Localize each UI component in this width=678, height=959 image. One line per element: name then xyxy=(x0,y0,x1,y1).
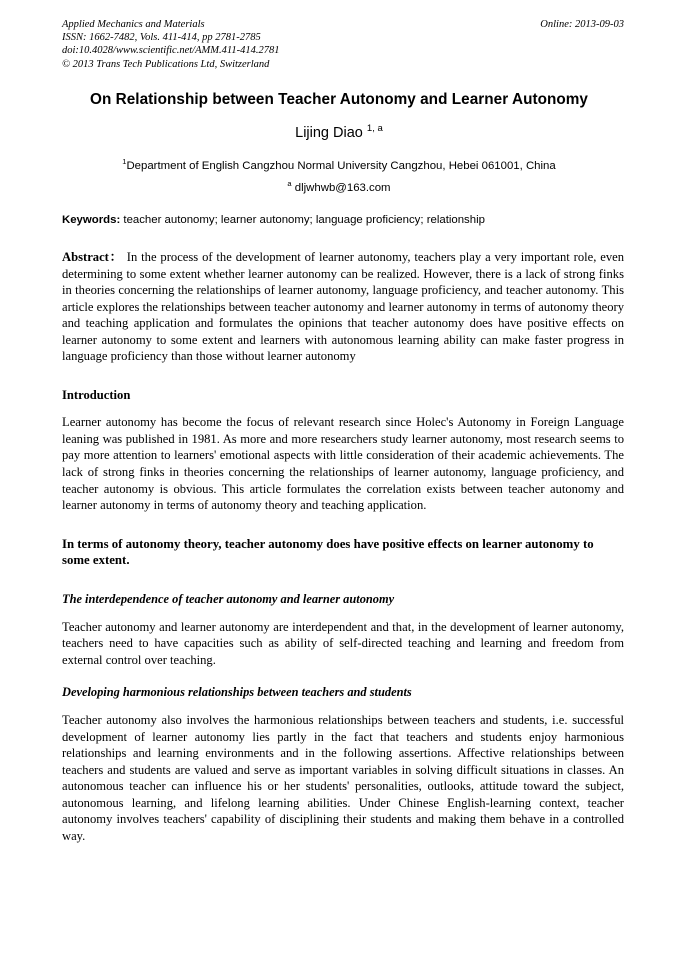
keywords-label: Keywords: xyxy=(62,214,121,226)
spacer xyxy=(62,701,624,712)
author-marker-separator: , xyxy=(372,123,378,135)
paper-body xyxy=(62,249,624,844)
email-line xyxy=(40,181,638,196)
journal-header xyxy=(62,18,624,71)
author-email-marker: a xyxy=(377,123,383,135)
affiliation-line xyxy=(40,159,638,174)
subsection-1-paragraph: Teacher autonomy and learner autonomy are interdependent and that, in the development of learner autonomy, teachers need to have capacities such as ability of self-directed teaching and learning and freedom from external control over teaching. xyxy=(62,619,624,667)
keywords-value: teacher autonomy; learner autonomy; language proficiency; relationship xyxy=(120,214,485,226)
author-name xyxy=(40,124,638,142)
statement-heading: In terms of autonomy theory, teacher autonomy does have positive effects on learner autonomy to some extent. xyxy=(62,536,594,568)
affiliation-text: Department of English Cangzhou Normal University Cangzhou, Hebei 061001, China xyxy=(126,160,556,172)
online-date: Online: 2013-09-03 xyxy=(540,19,624,30)
spacer xyxy=(62,608,624,619)
subsection-heading-harmonious: Developing harmonious relationships between teachers and students xyxy=(62,685,412,700)
spacer xyxy=(62,514,624,536)
spacer xyxy=(62,403,624,414)
copyright-line: © 2013 Trans Tech Publications Ltd, Switzerland xyxy=(62,58,270,70)
issn-line: ISSN: 1662-7482, Vols. 411-414, pp 2781-2785 xyxy=(62,32,261,44)
spacer xyxy=(62,668,624,684)
keywords-line xyxy=(62,213,624,228)
spacer xyxy=(62,569,624,591)
affiliation-marker: 1 xyxy=(122,157,127,167)
journal-header-top-row xyxy=(62,18,624,31)
author-block xyxy=(40,124,638,196)
abstract-text: In the process of the development of learner autonomy, teachers play a very important role, even determining to some extent whether learner autonomy can be realized. However, there is a lack of strong finks in theories concerning the relationships of learner autonomy, language proficiency, and teacher autonomy. This article explores the relationships between teacher autonomy and learner autonomy in terms of autonomy theory and teaching application and formulates the opinions that teacher autonomy does have positive effects on learner autonomy to some extent and learners with autonomous learning ability can make faster progress in language proficiency than those without learner autonomy xyxy=(62,250,624,364)
email-address: dljwhwb@163.com xyxy=(294,182,391,194)
page-title: On Relationship between Teacher Autonomy and Learner Autonomy xyxy=(90,91,588,109)
abstract-label: Abstract： xyxy=(62,250,123,264)
author-name-text: Lijing Diao xyxy=(295,125,363,141)
subsection-heading-interdependence: The interdependence of teacher autonomy and learner autonomy xyxy=(62,592,395,607)
section-heading-introduction: Introduction xyxy=(62,387,131,402)
subsection-2-paragraph: Teacher autonomy also involves the harmonious relationships between teachers and students, i.e. successful development of learner autonomy lies partly in the fact that teachers and students enjoy harmonious relationships and learning environments and in the following assertions. Affective relationships between teachers and students are valued and serve as important variables in solving difficult situations in classes. An autonomous teacher can influence his or her students' personalities, outlooks, attitude toward the subject, autonomous learning, and lifelong learning abilities. Under Chinese English-learning context, teacher autonomy involves teachers' capability of disciplining their students and making them behave in a controlled way. xyxy=(62,712,624,843)
doi-line: doi:10.4028/www.scientific.net/AMM.411-414.2781 xyxy=(62,45,280,57)
email-marker: a xyxy=(287,179,292,189)
introduction-paragraph: Learner autonomy has become the focus of relevant research since Holec's Autonomy in Foreign Language leaning was published in 1981. As more and more researchers study learner autonomy, most research seems to pay more attention to learners' emotional aspects with little consideration of their academic achievements. The lack of strong finks in theories concerning the relationships of learner autonomy, language proficiency, and teacher autonomy is obvious. This article formulates the correlation exists between teacher autonomy and learner autonomy in terms of autonomy theory and teaching application. xyxy=(62,415,624,513)
abstract-paragraph xyxy=(62,249,624,365)
spacer xyxy=(62,365,624,387)
author-affiliation-marker: 1 xyxy=(366,123,373,135)
journal-name: Applied Mechanics and Materials xyxy=(62,19,205,30)
